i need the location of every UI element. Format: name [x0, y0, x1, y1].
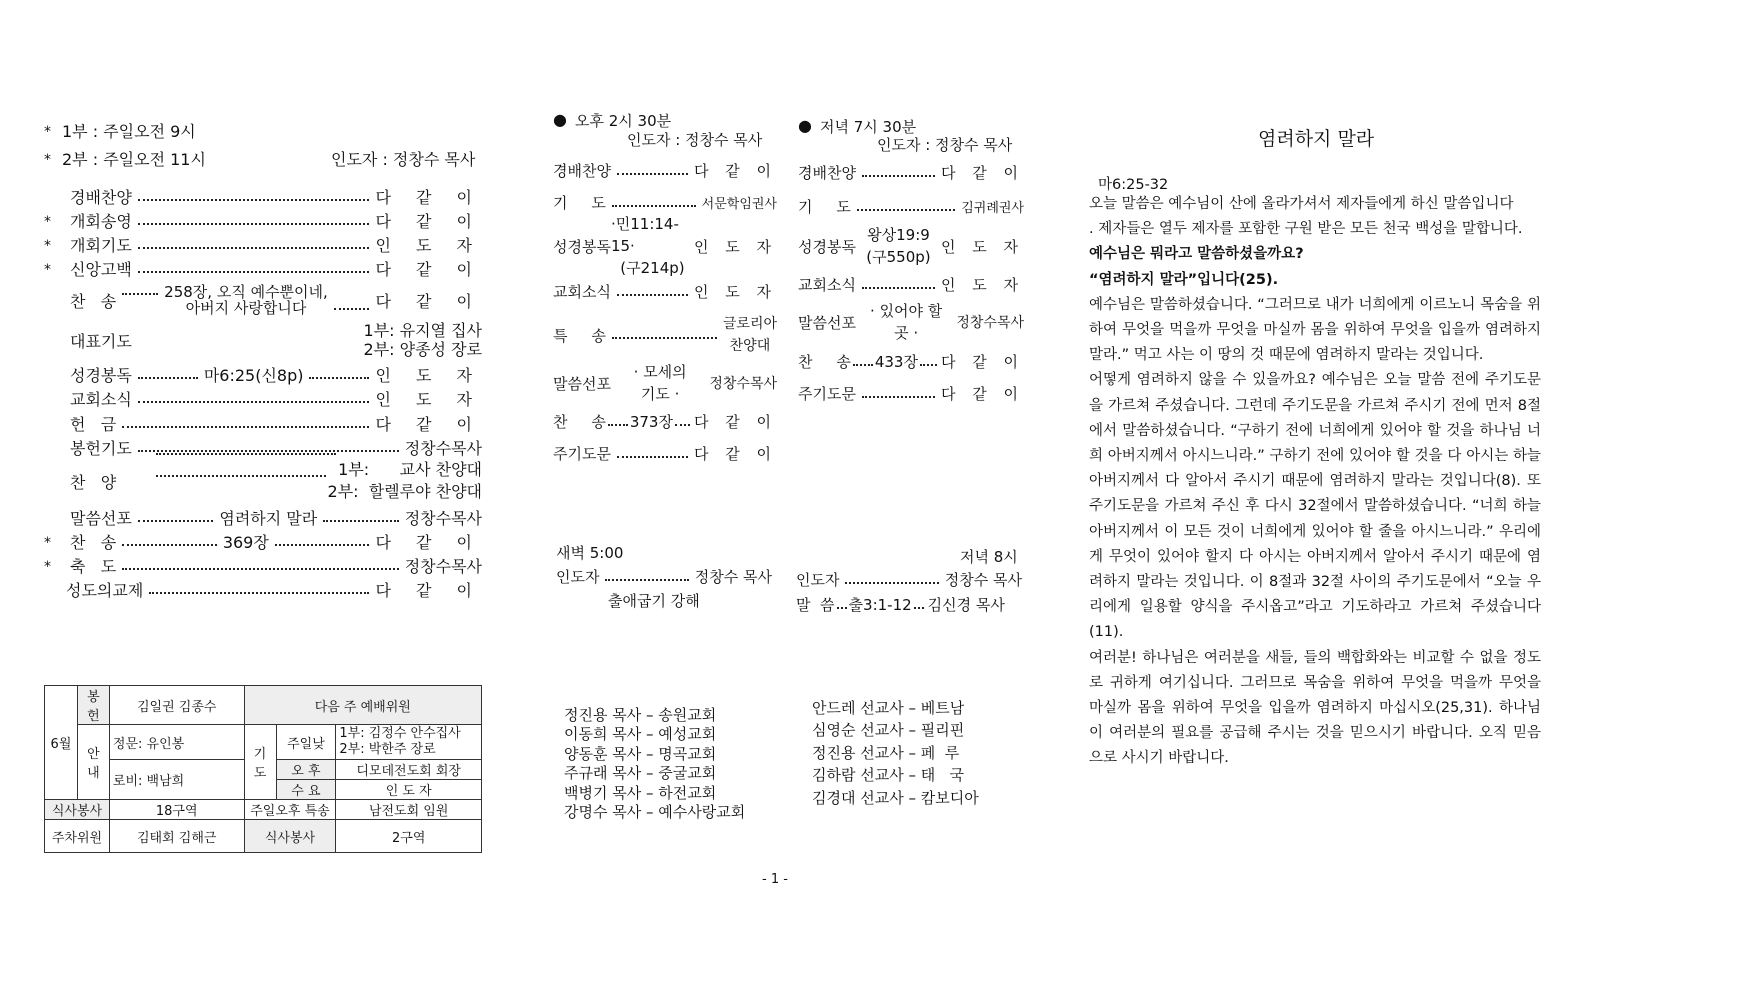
- item-mid-line1: 왕상19:9: [867, 226, 930, 244]
- item-mid-line1: 258장, 오직 예수뿐이네,: [164, 283, 328, 301]
- list-item: 김경대 선교사 – 캄보디아: [812, 788, 979, 807]
- cell-value: [336, 725, 482, 760]
- item-mid-line1: · 모세의: [633, 363, 687, 381]
- item-name: 찬 송: [798, 353, 851, 371]
- eve-leader: 인도자 : 정창수 목사: [877, 136, 1013, 154]
- order-item: [798, 351, 1024, 372]
- item-value: 다 같 이: [693, 445, 777, 463]
- item-mid-line2: 기도 ·: [640, 385, 680, 403]
- item-name: 신앙고백: [70, 260, 132, 279]
- order-item: [798, 224, 1024, 268]
- cell-value: 김태회 김해근: [109, 820, 244, 853]
- item-name: 성경봉독: [553, 237, 611, 256]
- item-name: 성경봉독: [70, 366, 132, 385]
- item-value: [156, 459, 482, 503]
- item-name: 축 도: [70, 557, 117, 576]
- item-name: 개회기도: [70, 236, 132, 255]
- item-mid: 373장: [629, 413, 673, 431]
- pm-title: 오후 2시 30분: [575, 112, 672, 130]
- cell-label: 주일낮: [276, 725, 336, 760]
- order-item: [70, 283, 482, 317]
- list-item: 주규래 목사 – 중굴교회: [564, 764, 717, 783]
- item-mid: [611, 361, 709, 405]
- dawn-title: 새벽 5:00: [556, 544, 624, 562]
- order-item: [796, 594, 1022, 615]
- item-value: 정창수목사: [404, 439, 482, 458]
- item-value: 인 도 자: [940, 237, 1024, 256]
- item-name: 기 도: [553, 194, 606, 212]
- cell-value: 인 도 자: [336, 780, 482, 800]
- item-value-line1: 글로리아: [722, 316, 777, 332]
- item-name: 찬 송: [553, 413, 606, 431]
- paragraph: 예수님은 말씀하셨습니다. “그러므로 내가 너희에게 이르노니 목숨을 위하여 무엇을 먹을까 무엇을 마실까 몸을 위하여 무엇을 입을까 염려하지 말라.” 먹고 사는 이 땅의 것 때문에 염려하지 말라는 것입니다.: [1089, 296, 1541, 364]
- list-item: 정진용 목사 – 송원교회: [564, 706, 717, 724]
- item-mid: 433장: [874, 353, 918, 371]
- item-name: 말씀선포: [798, 313, 856, 332]
- order-item: [70, 554, 482, 577]
- item-mid-line2: (구550p): [866, 248, 931, 266]
- item-name: 인도자: [556, 568, 600, 586]
- item-mid: 출3:1-12: [848, 596, 912, 614]
- item-name: 주기도문: [553, 445, 611, 463]
- order-item: [70, 506, 482, 529]
- order-item: [70, 185, 482, 208]
- item-value-line1: 1부: 교사 찬양대: [338, 460, 482, 479]
- paragraph: 여러분! 하나님은 여러분을 새들, 들의 백합화와는 비교할 수 없을 정도로 귀하게 여기십니다. 그러므로 목숨을 위하여 무엇을 먹을까 무엇을 마실까 몸을 위하여 무엇을 입을까 염려하지 마십시오(25,31). 하나님이 여러분의 필요를 공급해 주시는 것을 믿으시기 바랍니다. 오직 믿음으로 사시기 바랍니다.: [1089, 649, 1541, 767]
- item-value: 다 같 이: [375, 212, 482, 231]
- order-item: [553, 281, 777, 302]
- missionary-list: [812, 697, 979, 809]
- item-value: 다 같 이: [940, 353, 1024, 371]
- cell-label: 식사봉사: [45, 800, 110, 820]
- cell-value-line1: 1부: 김정수 안수집사: [339, 726, 461, 741]
- item-value: 다 같 이: [375, 415, 482, 434]
- item-value: 다 같 이: [693, 162, 777, 180]
- item-value: 정창수목사: [404, 557, 482, 576]
- item-name: 봉헌기도: [70, 439, 132, 458]
- sermon-body: [1089, 192, 1541, 772]
- order-item: [553, 160, 777, 181]
- item-name: 대표기도: [70, 331, 132, 351]
- star-icon: *: [44, 262, 51, 278]
- order-item: [70, 363, 482, 386]
- item-value: 김귀례권사: [961, 201, 1024, 216]
- cell-label: 수 요: [276, 780, 336, 800]
- item-name: 인도자: [796, 571, 840, 589]
- cell-label: 오 후: [276, 760, 336, 780]
- item-mid: 마6:25(신8p): [203, 366, 304, 385]
- sermon-title: 염려하지 말라: [1258, 128, 1375, 150]
- night-title: 저녁 8시: [960, 548, 1018, 566]
- cell-value: 김일권 김종수: [109, 686, 244, 725]
- paragraph: “염려하지 말라”입니다(25).: [1089, 271, 1279, 288]
- cell-label: 봉헌: [77, 686, 109, 725]
- item-value: 다 같 이: [375, 260, 482, 279]
- item-value: [723, 313, 777, 357]
- next-week-header: 다음 주 예배위원: [244, 686, 481, 725]
- leader: 인도자 : 정창수 목사: [331, 150, 476, 169]
- order-item: [553, 192, 777, 213]
- pastor-list: [564, 706, 745, 822]
- cell-value: 18구역: [109, 800, 244, 820]
- scripture-ref: 마6:25-32: [1098, 177, 1169, 193]
- item-value: 다 같 이: [375, 291, 482, 311]
- list-item: 이동희 목사 – 예성교회: [564, 725, 717, 744]
- item-name: 성도의교제: [66, 581, 144, 600]
- item-value: 다 같 이: [375, 533, 482, 552]
- item-name: 경배찬양: [70, 188, 132, 207]
- item-name: 특 송: [553, 326, 606, 345]
- paragraph: 예수님은 뭐라고 말씀하셨을까요?: [1089, 246, 1304, 263]
- item-name: 교회소식: [70, 390, 132, 409]
- service2-time: 2부 : 주일오전 11시: [62, 150, 206, 169]
- item-name: 찬 송: [70, 291, 117, 311]
- star-icon: *: [44, 535, 51, 551]
- cell-value-line2: 2부: 박한주 장로: [339, 742, 436, 757]
- order-item: [70, 233, 482, 256]
- page-number: - 1 -: [762, 872, 788, 887]
- item-mid: [856, 224, 941, 268]
- item-mid-line2: 아버지 사랑합니다: [185, 299, 307, 317]
- star-icon: *: [44, 152, 51, 168]
- order-item: [798, 274, 1024, 295]
- order-item: [553, 215, 777, 277]
- star-icon: *: [44, 559, 51, 575]
- item-name: 찬 양: [70, 472, 117, 492]
- bullet-icon: ●: [798, 116, 812, 135]
- item-value: 정창수목사: [956, 315, 1024, 331]
- order-item: [798, 162, 1024, 183]
- order-item: [70, 436, 482, 459]
- item-name: 경배찬양: [553, 162, 611, 180]
- item-name: 주기도문: [798, 385, 856, 403]
- cell-value: 정문: 유인봉: [109, 725, 244, 760]
- item-value: 인 도 자: [693, 237, 777, 256]
- cell-value: 남전도회 임원: [336, 800, 482, 820]
- list-item: 안드레 선교사 – 베트남: [812, 699, 965, 717]
- item-value: 김신경 목사: [927, 596, 1005, 614]
- star-icon: *: [44, 214, 51, 230]
- worship-committee-table: [44, 685, 482, 853]
- order-item: [553, 443, 777, 464]
- order-item: [70, 209, 482, 232]
- order-item: [70, 412, 482, 435]
- item-name: 말 씀: [796, 596, 835, 614]
- item-name: 말씀선포: [70, 509, 132, 528]
- cell-label: 주차위원: [45, 820, 110, 853]
- order-item: [70, 321, 482, 359]
- star-icon: *: [44, 124, 51, 140]
- order-item: [70, 257, 482, 280]
- item-mid-line2: (구214p): [620, 259, 685, 277]
- order-item: [70, 387, 482, 410]
- order-item: [66, 578, 482, 601]
- list-item: 백병기 목사 – 하전교회: [564, 783, 717, 802]
- item-value: 다 같 이: [940, 385, 1024, 403]
- item-value-line2: 찬양대: [729, 338, 771, 354]
- list-item: 김하람 선교사 – 태 국: [812, 766, 965, 785]
- item-mid: [611, 213, 694, 279]
- item-name: 찬 송: [70, 533, 117, 552]
- item-name: 헌 금: [70, 415, 117, 434]
- item-mid: 염려하지 말라: [219, 509, 318, 528]
- item-name: 기 도: [798, 198, 851, 216]
- order-item: [556, 566, 772, 587]
- order-item: [70, 530, 482, 553]
- item-value: 다 같 이: [940, 164, 1024, 182]
- item-value: 정창수 목사: [694, 568, 772, 586]
- item-value: 다 같 이: [693, 413, 777, 431]
- cell-value: 디모데전도회 회장: [336, 760, 482, 780]
- item-mid-line1: ·민11:14-15·: [610, 215, 679, 255]
- order-item: [553, 411, 777, 432]
- dawn-topic: 출애굽기 강해: [608, 592, 700, 610]
- item-mid: [856, 300, 956, 344]
- list-item: 양동훈 목사 – 명곡교회: [564, 744, 717, 763]
- item-value: 정창수목사: [709, 376, 777, 392]
- item-value: 인 도 자: [940, 276, 1024, 294]
- star-icon: *: [44, 238, 51, 254]
- service1-time: 1부 : 주일오전 9시: [62, 122, 196, 141]
- order-item: [70, 459, 482, 503]
- list-item: 정진용 선교사 – 페 루: [812, 743, 960, 762]
- order-item: [796, 569, 1022, 590]
- item-value: 인 도 자: [375, 390, 482, 409]
- item-value: 인 도 자: [375, 366, 483, 385]
- list-item: 심영순 선교사 – 필리핀: [812, 721, 965, 740]
- item-name: 경배찬양: [798, 164, 856, 182]
- item-name: 교회소식: [553, 283, 611, 301]
- eve-title: 저녁 7시 30분: [820, 118, 917, 136]
- item-name: 성경봉독: [798, 237, 856, 256]
- cell-value: 로비: 백남희: [109, 760, 244, 800]
- item-mid: [164, 284, 328, 316]
- order-item: [798, 300, 1024, 344]
- item-name: 개회송영: [70, 212, 132, 231]
- item-value-line1: 1부: 유지열 집사: [363, 321, 482, 340]
- item-value: 다 같 이: [375, 581, 482, 600]
- item-value: 정창수 목사: [944, 571, 1022, 589]
- item-name: 교회소식: [798, 276, 856, 294]
- item-mid-line2: 곳 ·: [894, 324, 919, 342]
- item-mid-line1: · 있어야 할: [870, 302, 943, 320]
- order-item: [553, 361, 777, 405]
- month-cell: 6월: [45, 686, 78, 800]
- item-value: 서문학임권사: [701, 197, 777, 212]
- cell-label: 식사봉사: [244, 820, 336, 853]
- paragraph: 어떻게 염려하지 않을 수 있을까요? 예수님은 오늘 말씀 전에 주기도문을 가르쳐 주셨습니다. 그런데 주기도문을 가르쳐 주시기 전에 먼저 8절에서 말씀하셨습니다. “구하기 전에 너희에게 있어야 할 것을 하나님 너희 아버지께서 아시느니라.” 구하기 전에 있어야 할 것을 다 아시는 하늘 아버지께서 다 알아서 주시기 때문에 염려하지 말라는 것입니다(8). 또 주기도문을 가르쳐 주신 후 다시 32절에서 말씀하셨습니다. “너희 하늘 아버지께서 이 모든 것이 너희에게 있어야 할 줄을 아시느니라.” 우리에게 무엇이 있어야 할지 다 아시는 아버지께서 알아서 주시기 때문에 염려하지 말라는 것입니다. 이 8절과 32절 사이의 주기도문에서 “오늘 우리에게 일용할 양식을 주시옵고”라고 기도하라고 가르쳐 주셨습니다(11).: [1089, 372, 1541, 641]
- cell-value: 2구역: [336, 820, 482, 853]
- item-value: 인 도 자: [375, 236, 482, 255]
- paragraph: 오늘 말씀은 예수님이 산에 올라가셔서 제자들에게 하신 말씀입니다: [1089, 196, 1514, 212]
- pm-leader: 인도자 : 정창수 목사: [627, 131, 763, 149]
- order-item: [798, 383, 1024, 404]
- item-value: [364, 321, 482, 359]
- item-value-line2: 2부: 양종성 장로: [363, 340, 482, 359]
- item-value: 다 같 이: [375, 188, 482, 207]
- cell-label: 안내: [77, 725, 109, 800]
- item-name: 말씀선포: [553, 374, 611, 393]
- order-item: [553, 313, 777, 357]
- cell-label: 주일오후 특송: [244, 800, 336, 820]
- item-mid: 369장: [222, 533, 269, 552]
- list-item: 강명수 목사 – 예수사랑교회: [564, 803, 746, 822]
- item-value-line2: 2부: 할렐루야 찬양대: [327, 482, 482, 501]
- order-item: [798, 196, 1024, 217]
- item-value: 정창수목사: [404, 509, 482, 528]
- paragraph: . 제자들은 열두 제자를 포함한 구원 받은 모든 천국 백성을 말합니다.: [1089, 221, 1523, 238]
- cell-label: 기도: [244, 725, 276, 800]
- bullet-icon: ●: [553, 110, 567, 129]
- item-value: 인 도 자: [693, 283, 777, 301]
